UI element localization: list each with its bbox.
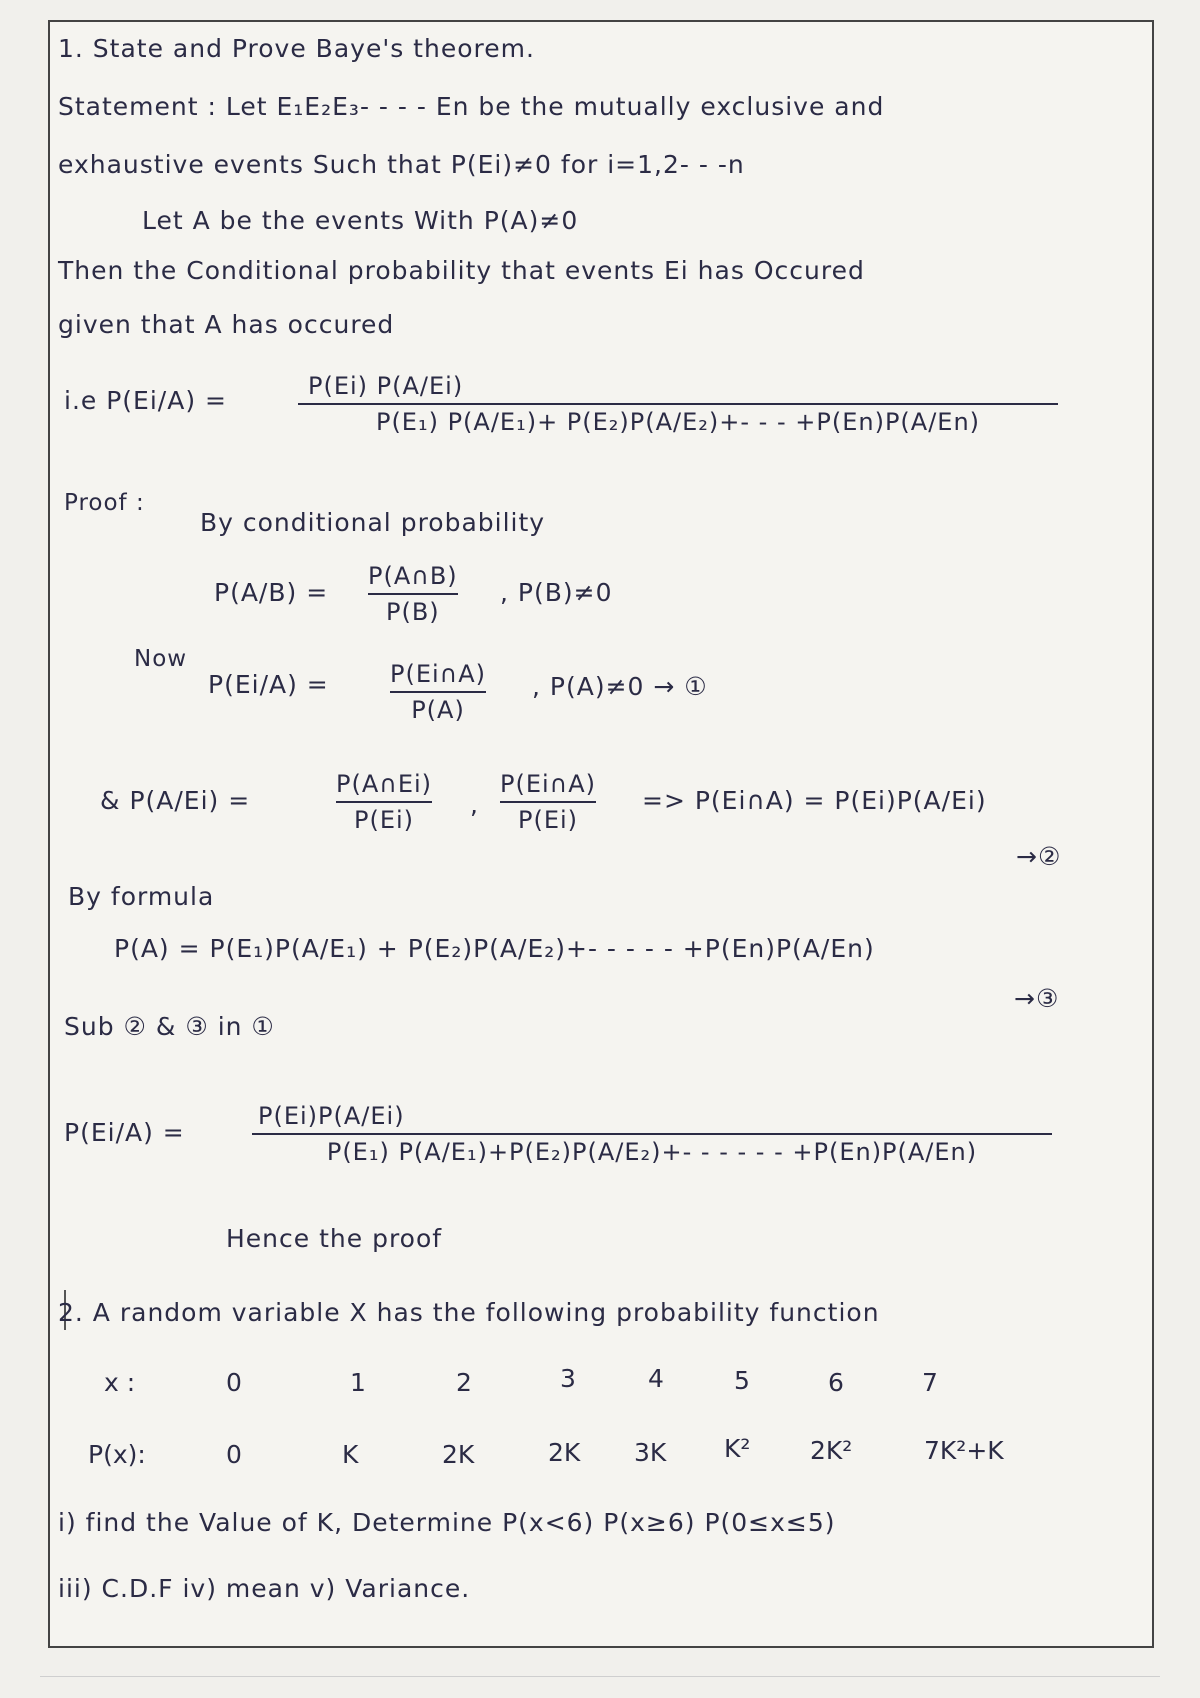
- proof-line-1: By conditional probability: [200, 508, 546, 537]
- statement-line-4: Then the Conditional probability that events Ei has Occured: [58, 256, 865, 285]
- now-label: Now: [134, 646, 188, 672]
- q2-intro: 2. A random variable X has the following probability function: [58, 1298, 880, 1327]
- p-value: 2K: [442, 1440, 475, 1469]
- now-numerator: P(Ei∩A): [390, 660, 487, 688]
- now-denominator: P(A): [411, 696, 465, 724]
- p-value: 7K²+K: [924, 1436, 1004, 1465]
- conditional-lhs: P(A/B) =: [214, 578, 329, 607]
- x-row-label: x :: [104, 1368, 136, 1397]
- page-bottom-rule: [40, 1676, 1160, 1677]
- p-value: 2K²: [810, 1436, 853, 1465]
- now-fraction-bar: [390, 691, 486, 693]
- p-value: K: [342, 1440, 359, 1469]
- x-value: 1: [350, 1368, 366, 1397]
- hence-proof: Hence the proof: [226, 1224, 443, 1253]
- x-value: 7: [922, 1368, 938, 1397]
- p-value: 3K: [634, 1438, 667, 1467]
- final-fraction-bar: [252, 1133, 1052, 1135]
- q1-title: 1. State and Prove Baye's theorem.: [58, 34, 535, 63]
- now-lhs: P(Ei/A) =: [208, 670, 329, 699]
- x-value: 5: [734, 1366, 750, 1395]
- bayes-numerator: P(Ei) P(A/Ei): [308, 372, 464, 400]
- and-fraction-bar-1: [336, 801, 432, 803]
- and-fraction-bar-2: [500, 801, 596, 803]
- substitute-line: Sub ② & ③ in ①: [64, 1012, 275, 1041]
- conditional-denominator: P(B): [385, 598, 440, 626]
- and-lhs: & P(A/Ei) =: [100, 786, 251, 815]
- statement-line-5: given that A has occured: [58, 310, 395, 339]
- and-numerator-2: P(Ei∩A): [500, 770, 597, 798]
- q2-task-2: iii) C.D.F iv) mean v) Variance.: [58, 1574, 471, 1603]
- now-fraction: [390, 660, 486, 724]
- now-condition-ref1: , P(A)≠0 → ①: [532, 672, 708, 701]
- proof-label: Proof :: [64, 490, 145, 516]
- statement-line-3: Let A be the events With P(A)≠0: [142, 206, 579, 235]
- and-numerator-1: P(A∩Ei): [336, 770, 433, 798]
- conditional-fraction: [368, 562, 458, 626]
- x-value: 2: [456, 1368, 472, 1397]
- p-row-label: P(x):: [88, 1440, 146, 1469]
- p-value: 2K: [548, 1438, 581, 1467]
- bayes-denominator: P(E₁) P(A/E₁)+ P(E₂)P(A/E₂)+- - - +P(En)P(A/En): [375, 408, 981, 436]
- conditional-fraction-bar: [368, 593, 458, 595]
- conditional-condition: , P(B)≠0: [500, 578, 613, 607]
- final-lhs: P(Ei/A) =: [64, 1118, 185, 1147]
- final-denominator: P(E₁) P(A/E₁)+P(E₂)P(A/E₂)+- - - - - - +P(En)P(A/En): [326, 1138, 978, 1166]
- final-fraction: [252, 1102, 1052, 1166]
- total-probability-formula: P(A) = P(E₁)P(A/E₁) + P(E₂)P(A/E₂)+- - - - - +P(En)P(A/En): [114, 934, 875, 963]
- statement-line-2: exhaustive events Such that P(Ei)≠0 for i=1,2- - -n: [58, 150, 745, 179]
- and-denominator-2: P(Ei): [517, 806, 579, 834]
- by-formula-label: By formula: [68, 882, 215, 911]
- x-value: 0: [226, 1368, 242, 1397]
- and-rhs: => P(Ei∩A) = P(Ei)P(A/Ei): [642, 786, 987, 815]
- bayes-lhs: i.e P(Ei/A) =: [64, 386, 227, 415]
- conditional-numerator: P(A∩B): [368, 562, 458, 590]
- p-value: K²: [724, 1434, 751, 1463]
- q2-task-1: i) find the Value of K, Determine P(x<6) P(x≥6) P(0≤x≤5): [58, 1508, 836, 1537]
- and-comma: ,: [470, 790, 479, 819]
- ref-3: →③: [1014, 984, 1060, 1013]
- bayes-fraction-bar: [298, 403, 1058, 405]
- and-denominator-1: P(Ei): [353, 806, 415, 834]
- and-fraction-1: [336, 770, 432, 834]
- statement-line-1: Statement : Let E₁E₂E₃- - - - En be the mutually exclusive and: [58, 92, 885, 121]
- final-numerator: P(Ei)P(A/Ei): [258, 1102, 405, 1130]
- x-value: 6: [828, 1368, 844, 1397]
- p-value: 0: [226, 1440, 242, 1469]
- x-value: 3: [560, 1364, 576, 1393]
- and-fraction-2: [500, 770, 596, 834]
- ref-2: →②: [1016, 842, 1062, 871]
- bayes-fraction: [298, 372, 1058, 436]
- x-value: 4: [648, 1364, 664, 1393]
